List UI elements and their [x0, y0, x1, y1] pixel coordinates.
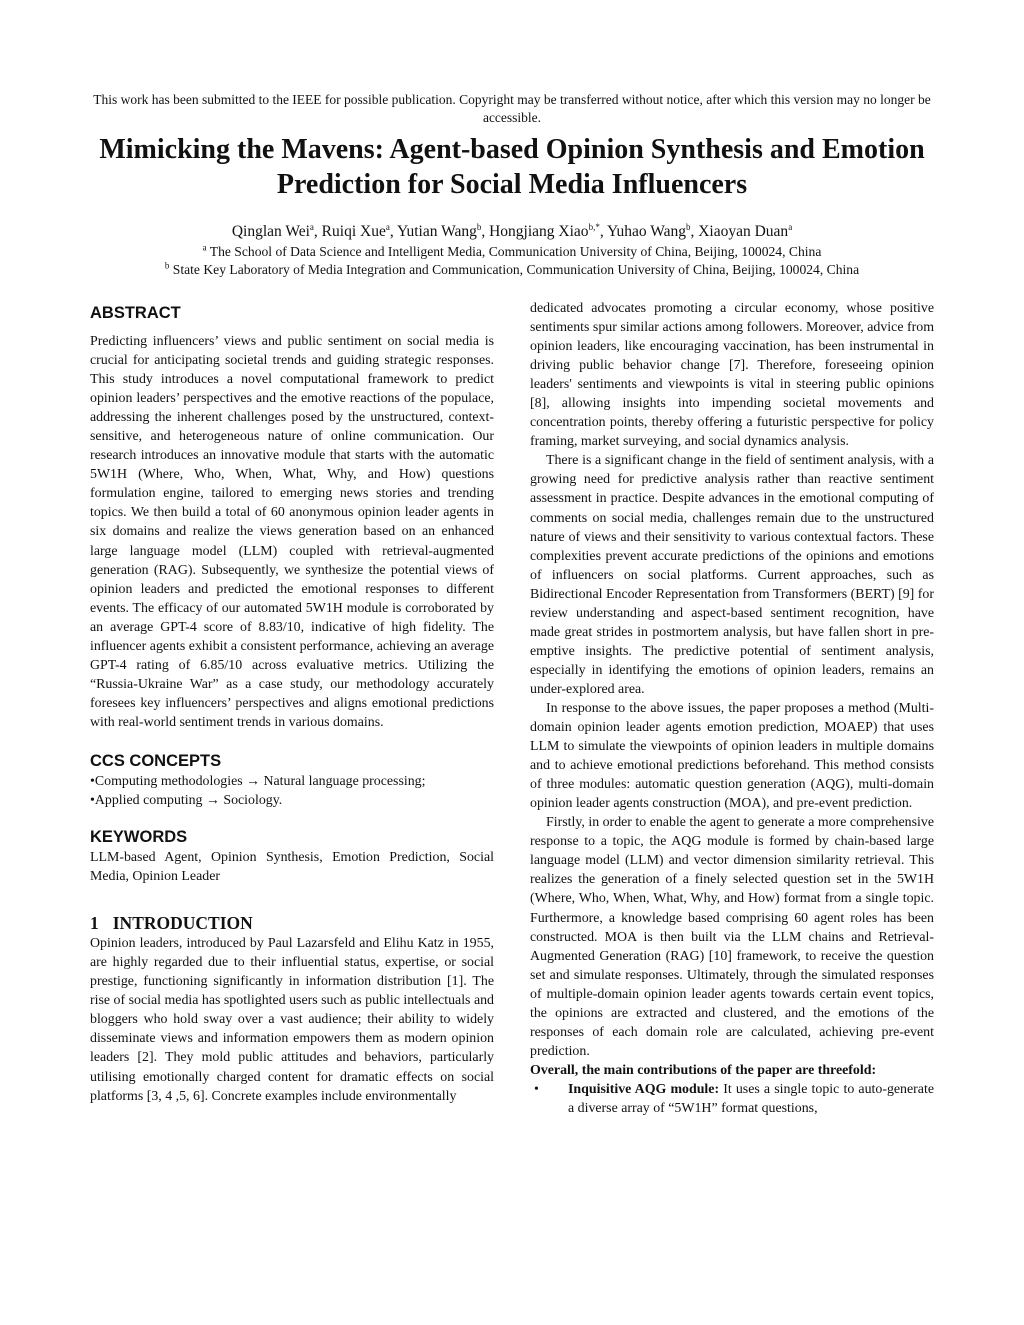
- intro-paragraph-5: Firstly, in order to enable the agent to generate a more comprehensive response to a topic, the AQG module is formed by chain-based large language model (LLM) and vector dimension similarity retrieval. This realizes the generation of a finely selected question set in the 5W1H (Where, Who, When, What, Why, and How) format from a single topic. Furthermore, a knowledge based comprising 60 agent roles has been constructed. MOA is then built via the LLM chains and Retrieval-Augmented Generation (RAG) [10] framework, to receive the question set and simulate responses. Ultimately, through the simulated responses of multiple-domain opinion leader agents towards certain event topics, the opinions are extracted and clustered, and the emotions of the responses of each domain role are calculated, achieving pre-event prediction.: [530, 815, 934, 1059]
- ccs-line-1: •Computing methodologies → Natural language processing;: [90, 773, 426, 789]
- submission-notice: This work has been submitted to the IEEE for possible publication. Copyright may be transferred without notice, after which this version may no longer be accessible.: [93, 92, 931, 125]
- introduction-heading: [90, 912, 494, 934]
- section-number: 1: [90, 913, 99, 934]
- intro-paragraph-2: dedicated advocates promoting a circular economy, whose positive sentiments spur similar actions among followers. Moreover, advice from opinion leaders, like encouraging vaccination, has been instrumental in driving public behavior change [7]. Therefore, foreseeing opinion leaders' sentiments and viewpoints is vital in steering public opinions [8], allowing insights into impending societal movements and concentration points, thereby offering a futuristic perspective for policy framing, market surveying, and social dynamics analysis.: [530, 301, 934, 450]
- keywords-text: LLM-based Agent, Opinion Synthesis, Emotion Prediction, Social Media, Opinion Leader: [90, 850, 494, 885]
- author-affiliation-mark: b: [685, 221, 691, 232]
- abstract-heading: ABSTRACT: [90, 304, 181, 322]
- affiliation-b: [60, 261, 964, 279]
- intro-paragraph-3: There is a significant change in the field of sentiment analysis, with a growing need for predictive analysis rather than reactive sentiment assessment in practice. Despite advances in the emotional computing of comments on social media, challenges remain due to the unstructured nature of views and their sensitivity to various contextual factors. These complexities prevent accurate predictions of the opinions and emotions of influencers on social platforms. Current approaches, such as Bidirectional Encoder Representation from Transformers (BERT) [9] for review understanding and aspect-based sentiment recognition, have made great strides in postmortem analysis, but have fallen short in pre-emptive insights. The predictive potential of sentiment analysis, especially in identifying the emotions of opinion leaders, remains an under-explored area.: [530, 453, 934, 697]
- author-name: Yutian Wang: [397, 223, 477, 240]
- intro-paragraph-4: In response to the above issues, the paper proposes a method (Multi-domain opinion leader agents emotion prediction, MOAEP) that uses LLM to simulate the viewpoints of opinion leaders in multiple domains and to achieve emotional predictions beforehand. This method consists of three modules: automatic question generation (AQG), multi-domain opinion leader agents construction (MOA), and pre-event prediction.: [530, 700, 934, 812]
- contribution-title: Inquisitive AQG module:: [568, 1081, 720, 1097]
- author-affiliation-mark: b: [476, 221, 482, 232]
- paper-title: Mimicking the Mavens: Agent-based Opinion Synthesis and Emotion Prediction for Social Media Influencers: [99, 134, 925, 200]
- affiliation-text: State Key Laboratory of Media Integration and Communication, Communication University of China, Beijing, 100024, China: [172, 262, 860, 277]
- ccs-heading: CCS CONCEPTS: [90, 751, 222, 770]
- keywords-heading: KEYWORDS: [90, 828, 188, 847]
- contribution-body: It uses a single topic to auto-generate a diverse array of “5W1H” format questions,: [568, 1081, 934, 1116]
- affiliation-mark: a: [202, 242, 207, 253]
- author-name: Hongjiang Xiao: [489, 223, 589, 240]
- author-list: Qinglan Wei$^a$, Ruiqi Xue$^a$, Yutian Wang$^b$, Hongjiang Xiao$^{b,*}$, Yuhao Wang$^b$, Xiaoyan Duan$^a$: [231, 221, 793, 240]
- intro-paragraph-1: Opinion leaders, introduced by Paul Lazarsfeld and Elihu Katz in 1955, are highly regarded due to their influential status, expertise, or social prestige, functioning significantly in information distribution [1]. The rise of social media has spotlighted users such as public intellectuals and bloggers who hold sway over a vast audience; their ability to widely disseminate views and information empowers them as modern opinion leaders [2]. They mold public attitudes and behaviors, particularly utilising emotionally charged content for dramatic effects on social platforms [3, 4 ,5, 6]. Concrete examples include environmentally: [90, 936, 494, 1104]
- contribution-item: [530, 1080, 934, 1118]
- section-title: INTRODUCTION: [112, 913, 253, 934]
- author-name: Ruiqi Xue: [321, 223, 386, 240]
- affiliation-text: The School of Data Science and Intelligent Media, Communication University of China, Beijing, 100024, China: [209, 244, 822, 259]
- contributions-heading: Overall, the main contributions of the paper are threefold:: [530, 1062, 877, 1078]
- author-affiliation-mark: b,*: [588, 221, 600, 232]
- author-affiliation-mark: a: [385, 221, 390, 232]
- author-name: Xiaoyan Duan: [698, 223, 789, 240]
- abstract-text: Predicting influencers’ views and public sentiment on social media is crucial for anticipating societal trends and guiding strategic responses. This study introduces a novel computational framework to predict opinion leaders’ perspectives and the emotive reactions of the populace, addressing the inherent challenges posed by the unstructured, context-sensitive, and heterogeneous nature of online communication. Our research introduces an innovative module that starts with the automatic 5W1H (Where, Who, When, What, Why, and How) questions formulation engine, tailored to emerging news stories and trending topics. We then build a total of 60 anonymous opinion leader agents in six domains and realize the views generation based on an enhanced large language model (LLM) coupled with retrieval-augmented generation (RAG). Subsequently, we synthesize the potential views of opinion leaders and predicted the emotional responses to different events. The efficacy of our automated 5W1H module is corroborated by an average GPT-4 score of 8.83/10, indicative of high fidelity. The influencer agents exhibit a consistent performance, achieving an average GPT-4 rating of 6.85/10 across evaluative metrics. Utilizing the “Russia-Ukraine War” as a case study, our methodology accurately foresees key influencers’ perspectives and aligns emotional predictions with real-world sentiment trends in various domains.: [90, 334, 494, 730]
- contribution-text: [568, 1080, 934, 1118]
- author-name: Yuhao Wang: [607, 223, 686, 240]
- affiliation-mark: b: [164, 260, 170, 271]
- right-column: [530, 299, 934, 1118]
- author-affiliation-mark: a: [309, 221, 314, 232]
- bullet-icon: •: [534, 1081, 539, 1097]
- affiliation-a: [60, 243, 964, 261]
- ccs-line-2: •Applied computing → Sociology.: [90, 793, 283, 809]
- author-name: Qinglan Wei: [231, 223, 310, 240]
- author-affiliation-mark: a: [788, 221, 793, 232]
- left-column: [90, 298, 494, 1106]
